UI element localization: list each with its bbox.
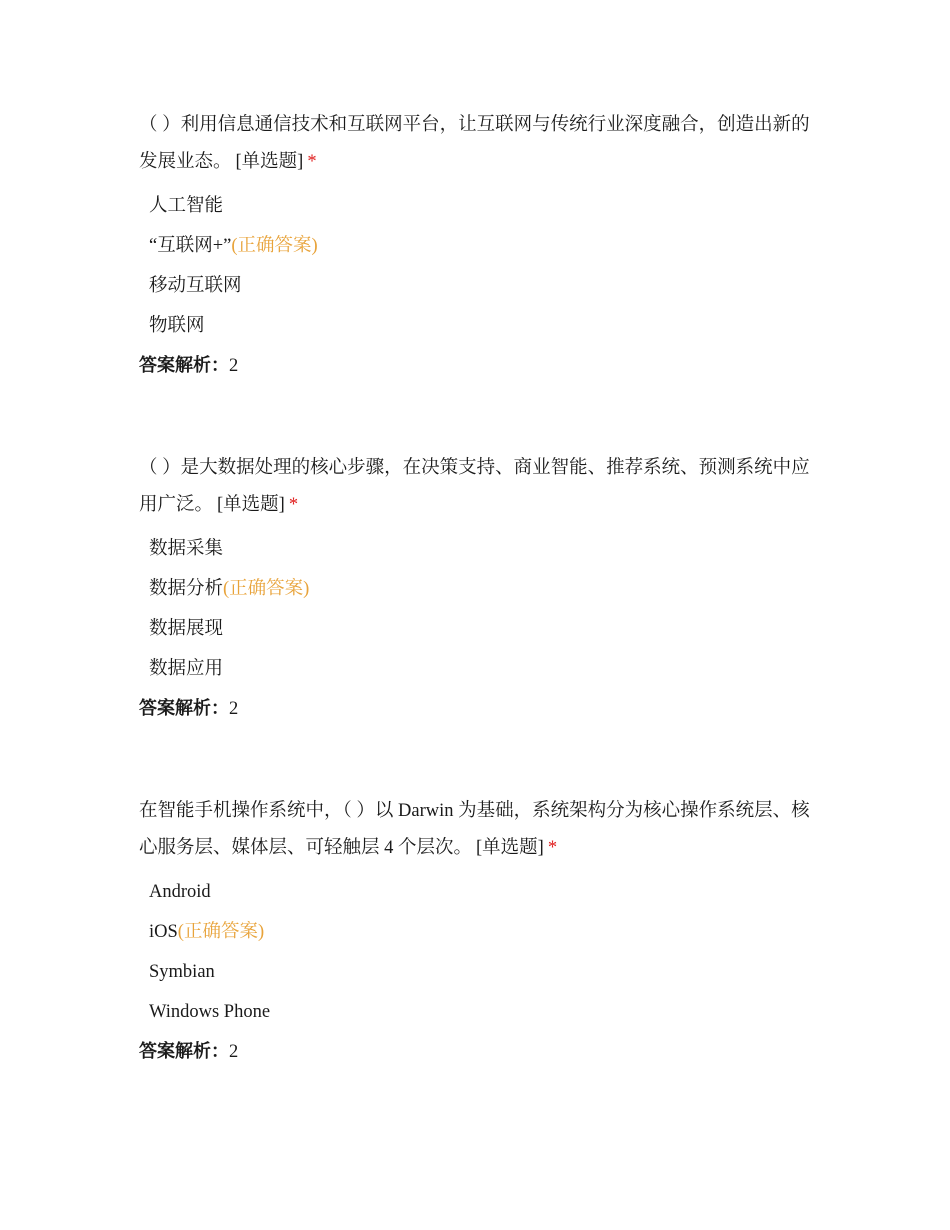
analysis-value: 2 bbox=[229, 699, 239, 719]
correct-answer-tag: (正确答案) bbox=[223, 579, 310, 599]
required-mark: * bbox=[288, 495, 299, 515]
option-item[interactable] bbox=[139, 610, 819, 650]
option-item[interactable] bbox=[139, 570, 819, 610]
option-item[interactable] bbox=[139, 530, 819, 570]
option-text: 移动互联网 bbox=[149, 276, 242, 296]
analysis-label: 答案解析： bbox=[139, 355, 229, 376]
option-item[interactable] bbox=[139, 267, 819, 307]
analysis-label: 答案解析： bbox=[139, 1041, 229, 1062]
option-text: Android bbox=[149, 882, 211, 902]
option-item[interactable] bbox=[139, 227, 819, 267]
option-list bbox=[139, 530, 819, 690]
option-item[interactable] bbox=[139, 913, 819, 953]
question-3 bbox=[139, 793, 819, 1073]
question-stem bbox=[139, 793, 819, 867]
option-item[interactable] bbox=[139, 873, 819, 913]
option-text: 数据展现 bbox=[149, 619, 224, 639]
option-list bbox=[139, 187, 819, 347]
correct-answer-tag: (正确答案) bbox=[177, 922, 265, 942]
option-item[interactable] bbox=[139, 953, 819, 993]
question-type-label: [单选题] bbox=[235, 152, 304, 172]
option-text: Symbian bbox=[149, 962, 215, 982]
correct-answer-tag: (正确答案) bbox=[231, 236, 318, 256]
option-text: iOS bbox=[149, 922, 178, 942]
option-text: 物联网 bbox=[149, 316, 205, 336]
question-text: （ ）是大数据处理的核心步骤，在决策支持、商业智能、推荐系统、预测系统中应用广泛。 bbox=[139, 458, 810, 515]
option-item[interactable] bbox=[139, 187, 819, 227]
question-text: 在智能手机操作系统中，（ ）以 Darwin 为基础，系统架构分为核心操作系统层、核心服务层、媒体层、可轻触层 4 个层次。 bbox=[139, 801, 810, 858]
option-text: “互联网+” bbox=[149, 236, 232, 256]
option-text: 数据采集 bbox=[149, 539, 224, 559]
question-type-label: [单选题] bbox=[476, 838, 544, 858]
question-2 bbox=[139, 450, 819, 730]
answer-analysis bbox=[139, 690, 819, 730]
option-text: 数据分析 bbox=[149, 579, 224, 599]
question-type-label: [单选题] bbox=[217, 495, 285, 515]
option-list bbox=[139, 873, 819, 1033]
question-text: （ ）利用信息通信技术和互联网平台，让互联网与传统行业深度融合，创造出新的发展业态。 bbox=[139, 115, 810, 172]
question-stem bbox=[139, 450, 819, 524]
option-item[interactable] bbox=[139, 650, 819, 690]
option-text: 数据应用 bbox=[149, 659, 224, 679]
option-item[interactable] bbox=[139, 307, 819, 347]
option-text: Windows Phone bbox=[149, 1002, 271, 1022]
analysis-value: 2 bbox=[229, 1042, 239, 1062]
answer-analysis bbox=[139, 347, 819, 387]
question-1 bbox=[139, 107, 819, 387]
answer-analysis bbox=[139, 1033, 819, 1073]
analysis-value: 2 bbox=[229, 356, 239, 376]
question-stem bbox=[139, 107, 819, 181]
required-mark: * bbox=[547, 838, 558, 858]
analysis-label: 答案解析： bbox=[139, 698, 229, 719]
required-mark: * bbox=[307, 152, 317, 172]
option-item[interactable] bbox=[139, 993, 819, 1033]
option-text: 人工智能 bbox=[149, 196, 224, 216]
